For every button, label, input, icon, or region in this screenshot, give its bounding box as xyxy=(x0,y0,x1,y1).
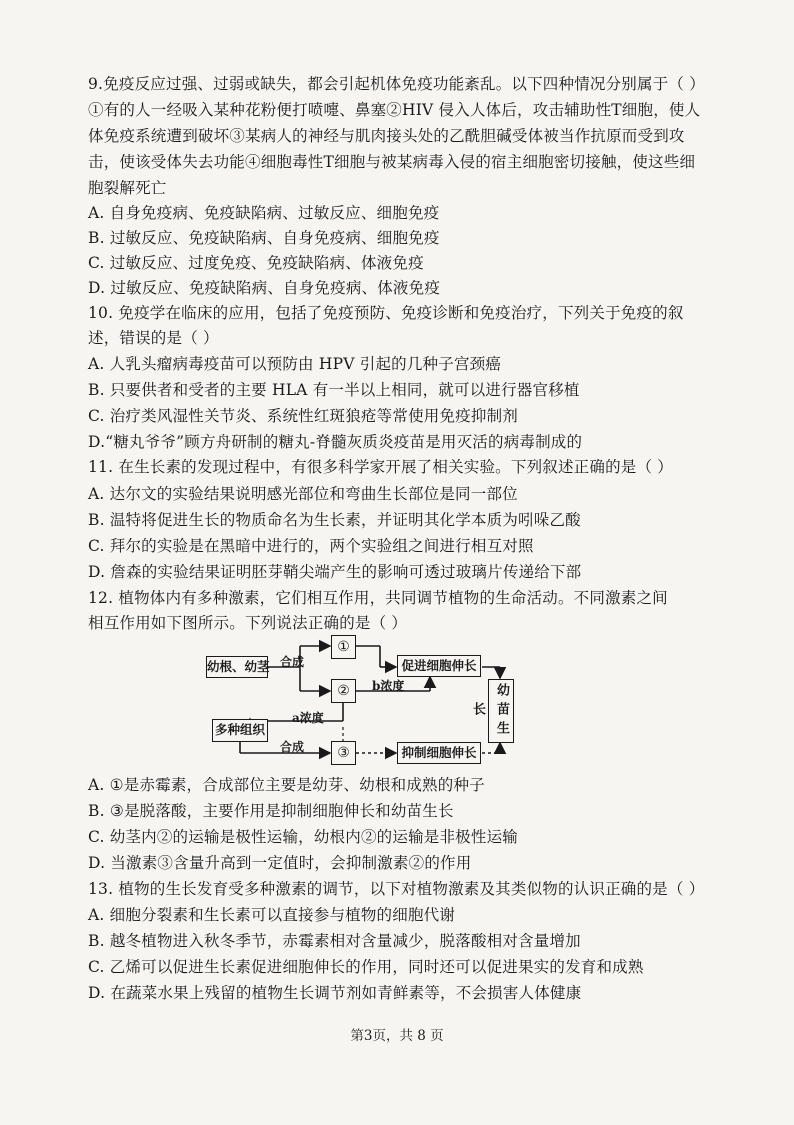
question-10-option-c: C. 治疗类风湿性关节炎、系统性红斑狼疮等常使用免疫抑制剂 xyxy=(88,407,518,425)
question-9-text: 胞裂解死亡 xyxy=(88,179,167,197)
hormone-2: ② xyxy=(331,679,356,703)
box-various-tissues: 多种组织 xyxy=(212,719,268,742)
question-11-stem: 11. 在生长素的发现过程中，有很多科学家开展了相关实验。下列叙述正确的是（ ） xyxy=(88,458,674,476)
question-9-text: 击，使该受体失去功能④细胞毒性T细胞与被某病毒入侵的宿主细胞密切接触，使这些细 xyxy=(88,153,696,171)
box-seedling-growth: 幼苗生长 xyxy=(488,679,514,743)
question-11-option-c: C. 拜尔的实验是在黑暗中进行的，两个实验组之间进行相互对照 xyxy=(88,537,534,555)
question-9-option-a: A. 自身免疫病、免疫缺陷病、过敏反应、细胞免疫 xyxy=(88,204,440,222)
question-11-option-b: B. 温特将促进生长的物质命名为生长素，并证明其化学本质为吲哚乙酸 xyxy=(88,511,581,529)
question-11-option-a: A. 达尔文的实验结果说明感光部位和弯曲生长部位是同一部位 xyxy=(88,485,518,503)
question-13-option-a: A. 细胞分裂素和生长素可以直接参与植物的细胞代谢 xyxy=(88,906,456,924)
label-b-concentration: b浓度 xyxy=(372,679,405,693)
hormone-1: ① xyxy=(331,635,356,659)
question-12-option-d: D. 当激素③含量升高到一定值时，会抑制激素②的作用 xyxy=(88,854,472,872)
page-number-footer: 第3页，共 8 页 xyxy=(350,1028,444,1044)
question-9-option-d: D. 过敏反应、免疫缺陷病、自身免疫病、体液免疫 xyxy=(88,279,441,297)
question-10-text: 述，错误的是（ ） xyxy=(88,329,219,347)
question-9-text: ①有的人一经吸入某种花粉便打喷嚏、鼻塞②HIV 侵入人体后，攻击辅助性T细胞，使人 xyxy=(88,101,701,119)
question-10-stem: 10. 免疫学在临床的应用，包括了免疫预防、免疫诊断和免疫治疗，下列关于免疫的叙 xyxy=(88,304,684,322)
hormone-3: ③ xyxy=(331,741,356,765)
question-9-text: 体免疫系统遭到破坏③某病人的神经与肌肉接头处的乙酰胆碱受体被当作抗原而受到攻 xyxy=(88,127,685,145)
question-13-option-c: C. 乙烯可以促进生长素促进细胞伸长的作用，同时还可以促进果实的发育和成熟 xyxy=(88,958,644,976)
question-11-option-d: D. 詹森的实验结果证明胚芽鞘尖端产生的影响可透过玻璃片传递给下部 xyxy=(88,563,582,581)
label-a-concentration: a浓度 xyxy=(292,711,324,725)
question-12-stem: 12. 植物体内有多种激素，它们相互作用，共同调节植物的生命活动。不同激素之间 xyxy=(88,589,668,607)
label-synthesis-1: 合成 xyxy=(280,655,305,669)
question-12-option-c: C. 幼茎内②的运输是极性运输，幼根内②的运输是非极性运输 xyxy=(88,828,518,846)
question-10-option-a: A. 人乳头瘤病毒疫苗可以预防由 HPV 引起的几种子宫颈癌 xyxy=(88,355,502,373)
question-9-option-c: C. 过敏反应、过度免疫、免疫缺陷病、体液免疫 xyxy=(88,254,424,272)
question-12-text: 相互作用如下图所示。下列说法正确的是（ ） xyxy=(88,614,408,632)
hormone-interaction-diagram xyxy=(200,633,530,768)
box-promote-cell-elongation: 促进细胞伸长 xyxy=(397,655,481,677)
question-10-option-d: D.“糖丸爷爷”顾方舟研制的糖丸-脊髓灰质炎疫苗是用灭活的病毒制成的 xyxy=(88,433,583,451)
question-10-option-b: B. 只要供者和受者的主要 HLA 有一半以上相同，就可以进行器官移植 xyxy=(88,381,580,399)
question-12-option-a: A. ①是赤霉素，合成部位主要是幼芽、幼根和成熟的种子 xyxy=(88,776,485,794)
question-13-option-d: D. 在蔬菜水果上残留的植物生长调节剂如青鲜素等，不会损害人体健康 xyxy=(88,984,582,1002)
question-9-option-b: B. 过敏反应、免疫缺陷病、自身免疫病、细胞免疫 xyxy=(88,229,440,247)
question-12-option-b: B. ③是脱落酸，主要作用是抑制细胞伸长和幼苗生长 xyxy=(88,802,454,820)
box-young-root-stem: 幼根、幼茎 xyxy=(206,656,268,678)
question-9-stem: 9.免疫反应过强、过弱或缺失，都会引起机体免疫功能紊乱。以下四种情况分别属于（ ） xyxy=(88,75,705,93)
box-inhibit-cell-elongation: 抑制细胞伸长 xyxy=(397,742,481,764)
question-13-option-b: B. 越冬植物进入秋冬季节，赤霉素相对含量减少，脱落酸相对含量增加 xyxy=(88,932,581,950)
question-13-stem: 13. 植物的生长发育受多种激素的调节，以下对植物激素及其类似物的认识正确的是（ ） xyxy=(88,880,705,898)
label-synthesis-2: 合成 xyxy=(280,740,305,754)
